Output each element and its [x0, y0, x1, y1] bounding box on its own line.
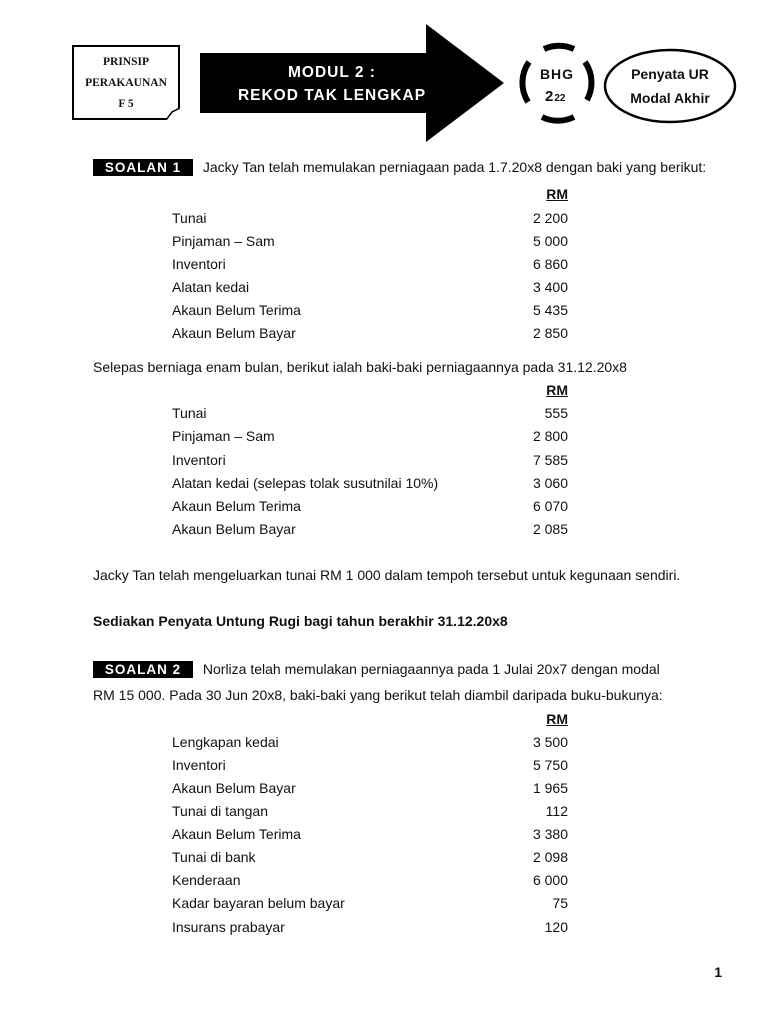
q1-intro: Jacky Tan telah memulakan perniagaan pada 1.7.20x8 dengan baki yang berikut:: [202, 159, 707, 175]
subject-line-3: F 5: [118, 98, 134, 110]
q2-item-label: Tunai di tangan: [172, 803, 268, 819]
module-title: MODUL 2 :: [288, 64, 376, 81]
q1-closing-label: Akaun Belum Terima: [172, 498, 301, 514]
q2-intro-1: Norliza telah memulakan perniagaannya pada 1 Julai 20x7 dengan modal: [202, 661, 660, 677]
q1-closing-label: Inventori: [172, 452, 226, 468]
q1-closing-value: 555: [544, 405, 568, 421]
q2-item-value: 120: [544, 919, 568, 935]
q1-instruction: Sediakan Penyata Untung Rugi bagi tahun berakhir 31.12.20x8: [93, 613, 508, 629]
q2-item-label: Kadar bayaran belum bayar: [172, 895, 345, 911]
q1-closing-label: Alatan kedai (selepas tolak susutnilai 10%): [172, 475, 439, 491]
q1-closing-value: 6 070: [532, 498, 568, 514]
q2-label: SOALAN 2: [93, 661, 193, 678]
q1-closing-label: Akaun Belum Bayar: [172, 521, 296, 537]
q1-opening-label: Inventori: [172, 256, 226, 272]
bhg-sub: 22: [554, 93, 566, 104]
q2-item-value: 75: [552, 895, 568, 911]
subject-line-1: PRINSIP: [102, 56, 149, 68]
q2-item-value: 1 965: [532, 780, 568, 796]
q2-intro-line: [93, 661, 660, 678]
subject-line-2: PERAKAUNAN: [85, 77, 167, 89]
q1-opening-label: Alatan kedai: [172, 279, 250, 295]
q2-item-label: Lengkapan kedai: [172, 734, 279, 750]
q2-item-label: Akaun Belum Bayar: [172, 780, 296, 796]
q2-item-label: Insurans prabayar: [172, 919, 285, 935]
q1-rm-header-2: RM: [546, 382, 568, 398]
q2-item-label: Kenderaan: [172, 872, 241, 888]
bhg-label: BHG: [539, 66, 575, 82]
q2-item-value: 3 380: [532, 826, 568, 842]
q2-item-value: 2 098: [532, 849, 568, 865]
bhg-number-group: [545, 88, 565, 106]
q1-intro-line: [93, 159, 706, 176]
q1-closing-value: 7 585: [532, 452, 568, 468]
bhg-number: 2: [545, 88, 554, 105]
q1-opening-label: Akaun Belum Bayar: [172, 325, 296, 341]
q1-after-text: Selepas berniaga enam bulan, berikut ialah baki-baki perniagaannya pada 31.12.20x8: [93, 359, 627, 375]
q1-closing-value: 2 800: [532, 428, 568, 444]
page-number: 1: [714, 964, 722, 980]
bhg-badge-ring: [514, 42, 600, 124]
topic-line-1: Penyata UR: [631, 66, 709, 82]
q2-item-value: 6 000: [532, 872, 568, 888]
q2-item-label: Inventori: [172, 757, 226, 773]
q2-item-value: 112: [545, 803, 568, 819]
module-subtitle: REKOD TAK LENGKAP: [237, 87, 427, 104]
q1-opening-value: 6 860: [532, 256, 568, 272]
q1-opening-value: 3 400: [532, 279, 568, 295]
q2-item-value: 5 750: [532, 757, 568, 773]
q2-item-label: Akaun Belum Terima: [172, 826, 301, 842]
q2-item-label: Tunai di bank: [172, 849, 256, 865]
q2-item-value: 3 500: [532, 734, 568, 750]
q1-opening-label: Pinjaman – Sam: [172, 233, 275, 249]
q1-closing-label: Tunai: [172, 405, 207, 421]
page-curl-icon: [166, 108, 180, 120]
q1-opening-value: 5 000: [532, 233, 568, 249]
topic-line-2: Modal Akhir: [630, 90, 710, 106]
q1-opening-label: Tunai: [172, 210, 207, 226]
q1-opening-value: 2 200: [532, 210, 568, 226]
q1-opening-value: 5 435: [532, 302, 568, 318]
subject-box: [72, 45, 180, 120]
q1-opening-label: Akaun Belum Terima: [172, 302, 301, 318]
q1-drawings-text: Jacky Tan telah mengeluarkan tunai RM 1 000 dalam tempoh tersebut untuk kegunaan sendiri.: [93, 567, 681, 583]
q1-closing-value: 3 060: [532, 475, 568, 491]
q1-closing-value: 2 085: [532, 521, 568, 537]
q1-label: SOALAN 1: [93, 159, 193, 176]
q1-rm-header: RM: [546, 186, 568, 202]
q2-rm-header: RM: [546, 711, 568, 727]
module-arrow: [198, 22, 508, 144]
q1-closing-label: Pinjaman – Sam: [172, 428, 275, 444]
q1-opening-value: 2 850: [532, 325, 568, 341]
q2-intro-2: RM 15 000. Pada 30 Jun 20x8, baki-baki yang berikut telah diambil daripada buku-bukunya:: [93, 687, 663, 703]
